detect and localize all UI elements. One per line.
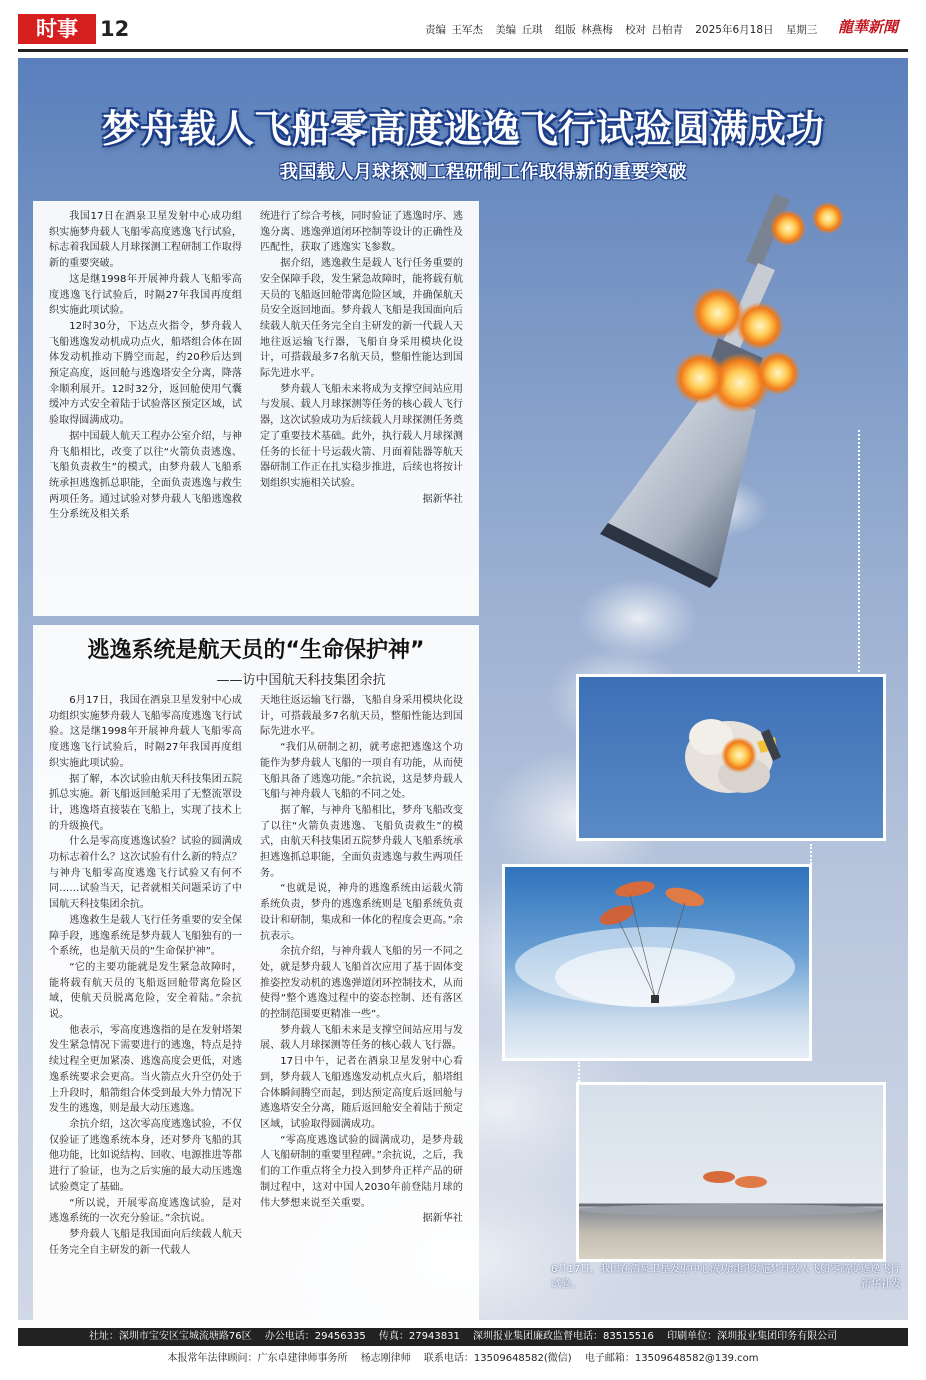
credit-editor: 责编 王军杰 xyxy=(425,24,483,36)
page-number: 12 xyxy=(100,17,130,41)
paragraph: 据了解，本次试验由航天科技集团五院抓总实施。新飞船返回舱采用了无整流罩设计，逃逸塔直接装在飞船上，实现了技术上的升级换代。 xyxy=(49,773,242,832)
footer-legal xyxy=(18,1351,908,1367)
paragraph: 据介绍，逃逸救生是载人飞行任务重要的安全保障手段，发生紧急故障时，能将载有航天员的飞船返回舱带离危险区域，并确保航天员安全返回地面。梦舟载人飞船是我国面向后续载人航天任务完全自主研发的新一代载人天地往返运输飞行器，飞船自身采用模块化设计，可搭载最多7名航天员，整船性能达到国际先进水平。 xyxy=(260,258,463,380)
footer-lawyer: 杨志刚律师 xyxy=(360,1353,411,1364)
paragraph: 梦舟载人飞船未来将成为支撑空间站应用与发展、载人月球探测等任务的核心载人飞行器，这次试验成功为后续载人月球探测任务奠定了重要技术基础。此外，执行载人月球探测任务的长征十号运载火箭、月面着陆器等航天器研制工作正在扎实稳步推进，后续也将按计划组织实施相关试验。 xyxy=(260,383,463,489)
caption-text: 6月17日，我国在酒泉卫星发射中心成功组织实施梦舟载人飞船零高度逃逸飞行试验。 xyxy=(551,1264,901,1290)
subheadline: 我国载人月球探测工程研制工作取得新的重要突破 xyxy=(279,162,687,183)
separation-illustration xyxy=(579,677,883,838)
credits-line xyxy=(425,22,824,37)
paragraph: 这是继1998年开展神舟载人飞船零高度逃逸飞行试验后，时隔27年我国再度组织实施此项试验。 xyxy=(49,273,242,317)
footer-bar xyxy=(18,1328,908,1346)
paragraph: 余抗介绍，这次零高度逃逸试验，不仅仅验证了逃逸系统本身，还对梦舟飞船的其他功能，比如说结构、回收、电源推进等都进行了验证，也为之后实施的最大动压逃逸试验奠定了基础。 xyxy=(49,1118,242,1193)
footer-lawfirm: 本报常年法律顾问：广东卓建律师事务所 xyxy=(167,1353,348,1364)
headline: 梦舟载人飞船零高度逃逸飞行试验圆满成功 xyxy=(101,107,824,151)
credit-proof: 校对 吕柏青 xyxy=(625,24,683,36)
article-main-col2 xyxy=(260,209,463,609)
photo-separation xyxy=(576,674,886,841)
paragraph: 据了解，与神舟飞船相比，梦舟飞船改变了以往“火箭负责逃逸、飞船负责救生”的模式，由航天科技集团五院梦舟载人飞船系统承担逃逸抓总职能，全面负责逃逸与救生两项任务。 xyxy=(260,804,463,879)
paragraph: “它的主要功能就是发生紧急故障时，能将载有航天员的飞船返回舱带离危险区域，使航天员脱离危险，安全着陆。”余抗说。 xyxy=(49,961,242,1021)
footer-phone: 办公电话：29456335 xyxy=(264,1331,366,1342)
dotted-line xyxy=(858,430,860,672)
paragraph: 他表示，零高度逃逸指的是在发射塔架发生紧急情况下需要进行的逃逸，特点是持续过程全更加紧凑、逃逸高度会更低，对逃逸系统要求会更高。当火箭点火升空仍处于上升段时，船箭组合体受到最大外力情况下发生的逃逸，则是最大动压逃逸。 xyxy=(49,1024,242,1115)
article-main xyxy=(33,201,479,616)
interview-subtitle: ——访中国航天科技集团余抗 xyxy=(216,673,386,688)
paragraph: 梦舟载人飞船未来是支撑空间站应用与发展、载人月球探测等任务的核心载人飞行器。 xyxy=(260,1024,463,1052)
dotted-line xyxy=(578,1062,580,1082)
photo-caption xyxy=(551,1262,901,1292)
landing-illustration xyxy=(579,1085,883,1259)
photo-parachutes xyxy=(502,864,812,1061)
article-source: 据新华社 xyxy=(422,1213,463,1225)
paragraph: “也就是说，神舟的逃逸系统由运载火箭系统负责，梦舟的逃逸系统则是飞船系统负责设计和研制，集成和一体化的程度会更高。”余抗表示。 xyxy=(260,883,463,942)
paragraph: 据中国载人航天工程办公室介绍，与神舟飞船相比，改变了以往“火箭负责逃逸、飞船负责救生”的模式，由梦舟载人飞船系统承担逃逸抓总职能，全面负责逃逸与救生两项任务。通过试验对梦舟载人飞船逃逸救生分系统及相关系 xyxy=(49,430,242,521)
paragraph: 梦舟载人飞船是我国面向后续载人航天任务完全自主研发的新一代载人 xyxy=(49,1228,242,1256)
interview-title: 逃逸系统是航天员的“生命保护神” xyxy=(87,638,425,663)
footer-fax: 传真：27943831 xyxy=(378,1331,460,1342)
paragraph: 天地往返运输飞行器，飞船自身采用模块化设计，可搭载最多7名航天员，整船性能达到国际先进水平。 xyxy=(260,695,463,738)
paragraph: 余抗介绍，与神舟载人飞船的另一不同之处，就是梦舟载人飞船首次应用了基于固体变推姿控发动机的逃逸弹道闭环控制技术，从而使得“整个逃逸过程中的姿态控制、还有落区的控制范围要更精准一些”。 xyxy=(260,946,463,1021)
article-source: 据新华社 xyxy=(422,493,463,505)
dotted-line xyxy=(810,844,812,864)
paragraph: 什么是零高度逃逸试验？试验的圆满成功标志着什么？这次试验有什么新的特点？与神舟飞船零高度逃逸飞行试验又有何不同……试验当天，记者就相关问题采访了中国航天科技集团余抗。 xyxy=(49,836,242,911)
issue-weekday: 星期三 xyxy=(785,24,818,36)
article-main-col1 xyxy=(49,209,242,609)
paragraph: 12时30分，下达点火指令，梦舟载人飞船逃逸发动机成功点火，船塔组合体在固体发动机推动下腾空而起，约20秒后达到预定高度，返回舱与逃逸塔安全分离，降落伞顺利展开。12时32分，返回舱使用气囊缓冲方式安全着陆于试验落区预定区域，试验取得圆满成功。 xyxy=(49,320,242,427)
paragraph: “零高度逃逸试验的圆满成功，是梦舟载人飞船研制的重要里程碑。”余抗说，之后，我们的工作重点将全力投入到梦舟正样产品的研制过程中，这对中国人2030年前登陆月球的伟大梦想来说至关重要。 xyxy=(260,1134,463,1209)
footer-email: 电子邮箱：13509648582@139.com xyxy=(584,1353,759,1364)
header-rule xyxy=(18,49,908,52)
hero-photo xyxy=(18,58,908,1320)
paragraph: 我国17日在酒泉卫星发射中心成功组织实施梦舟载人飞船零高度逃逸飞行试验，标志着我国载人月球探测工程研制工作取得新的重要突破。 xyxy=(49,211,242,270)
footer-printer: 印刷单位：深圳报业集团印务有限公司 xyxy=(667,1331,838,1342)
footer-supervision: 深圳报业集团廉政监督电话：83515516 xyxy=(473,1331,654,1342)
caption-credit: 新华社发 xyxy=(861,1279,901,1290)
issue-date: 2025年6月18日 xyxy=(695,24,774,36)
footer-address: 社址：深圳市宝安区宝城流塘路76区 xyxy=(88,1331,252,1342)
photo-landing xyxy=(576,1082,886,1262)
credit-art: 美编 丘琪 xyxy=(495,24,543,36)
parachutes-illustration xyxy=(505,867,809,1058)
footer-contact: 联系电话：13509648582(微信) xyxy=(423,1353,572,1364)
interview-col2 xyxy=(260,693,463,1320)
paragraph: “我们从研制之初，就考虑把逃逸这个功能作为梦舟载人飞船的一项自有功能，从而使飞船具备了逃逸功能。”余抗说，这是梦舟载人飞船与神舟载人飞船的不同之处。 xyxy=(260,742,463,801)
paragraph: 逃逸救生是载人飞行任务重要的安全保障手段，逃逸系统是梦舟载人飞船独有的一个系统，也是航天员的“生命保护神”。 xyxy=(49,914,242,958)
paragraph: 17日中午，记者在酒泉卫星发射中心看到，梦舟载人飞船逃逸发动机点火后，船塔组合体瞬间腾空而起，到达预定高度后返回舱与逃逸塔安全分离，随后返回舱安全着陆于预定区域，试验取得圆满成功。 xyxy=(260,1056,463,1130)
interview-article xyxy=(33,625,479,1320)
page-header xyxy=(0,0,926,54)
interview-col1 xyxy=(49,693,242,1320)
paragraph: 统进行了综合考核，同时验证了逃逸时序、逃逸分离、逃逸弹道闭环控制等设计的正确性及匹配性，获取了逃逸实飞参数。 xyxy=(260,211,463,254)
masthead-logo: 龍華新聞 xyxy=(838,18,899,36)
paragraph: 6月17日，我国在酒泉卫星发射中心成功组织实施梦舟载人飞船零高度逃逸飞行试验。这是继1998年开展神舟载人飞船零高度逃逸飞行试验后，时隔27年我国再度组织实施此项试验。 xyxy=(49,695,242,769)
section-tag: 时事 xyxy=(18,14,96,44)
paragraph: “所以说，开展零高度逃逸试验，是对逃逸系统的一次充分验证。”余抗说。 xyxy=(49,1197,242,1225)
credit-layout: 组版 林燕梅 xyxy=(554,24,613,36)
